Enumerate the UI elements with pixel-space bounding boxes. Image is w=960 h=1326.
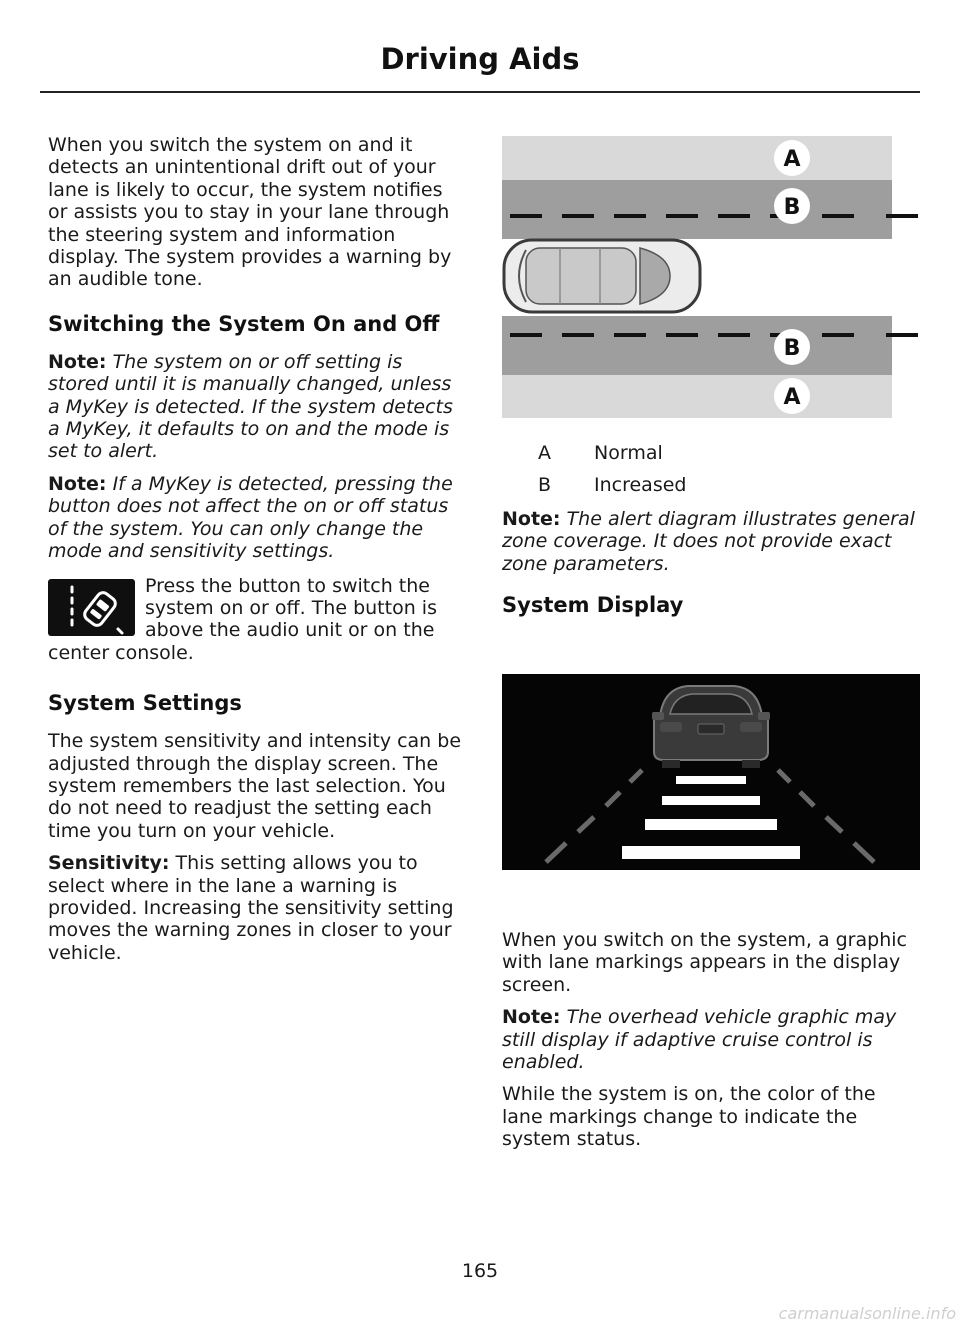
note-alert-diagram (502, 508, 917, 585)
callout-b-bottom (774, 329, 810, 365)
note-overhead-vehicle (502, 1006, 917, 1073)
lane-zone-diagram (500, 136, 920, 418)
note-mykey-button (48, 473, 463, 563)
note-label: Note: (502, 1006, 561, 1029)
display-paragraph: When you switch on the system, a graphic with lane markings appears in the display screen. (502, 929, 907, 996)
note-label: Note: (48, 350, 107, 373)
callout-a-label: A (783, 147, 801, 172)
sensitivity-label: Sensitivity: (48, 852, 170, 875)
note-text: If a MyKey is detected, pressing the button does not affect the on or off status of the system. You can only change the mode and sensitivity settings. (48, 472, 453, 563)
sensitivity-text: This setting allows you to select where in the lane a warning is provided. Increasing the sensitivity setting moves the warning zones in closer to your vehicle. (48, 852, 454, 964)
legend-label-a: Normal (594, 442, 663, 464)
switch-heading: Switching the System On and Off (48, 311, 440, 336)
zone-a-bottom (502, 375, 892, 418)
callout-a-label: A (783, 385, 801, 410)
zone-b-bottom (502, 316, 892, 375)
legend-key-a: A (538, 442, 551, 464)
callout-b-top (774, 188, 810, 224)
lane-keeping-button-icon (48, 579, 135, 636)
settings-paragraph: The system sensitivity and intensity can be adjusted through the display screen. The system remembers the last selection. You do not need to readjust the setting each time you turn on your vehicle. (48, 730, 462, 842)
note-mykey-setting (48, 351, 463, 463)
note-text: The system on or off setting is stored until it is manually changed, unless a MyKey is detected. If the system detects a MyKey, it defaults to on and the mode is set to alert. (48, 350, 453, 463)
intro-paragraph: When you switch the system on and it detects an unintentional drift out of your lane is likely to occur, the system notifies or assists you to stay in your lane through the steering system and information display. The system provides a warning by an audible tone. (48, 134, 452, 291)
settings-heading: System Settings (48, 691, 242, 716)
left-column (48, 134, 463, 974)
watermark: carmanualsonline.info (778, 1304, 956, 1323)
note-label: Note: (48, 472, 107, 495)
note-label: Note: (502, 508, 561, 530)
legend-label-b: Increased (594, 474, 687, 496)
legend-key-b: B (538, 474, 552, 496)
callout-a-bottom (774, 378, 810, 414)
button-instruction (48, 575, 463, 665)
page-number: 165 (461, 1260, 499, 1282)
display-description (502, 929, 917, 1161)
button-instruction-text: Press the button to switch the system on or off. The button is above the audio unit or on the center console. (48, 574, 437, 664)
status-paragraph: While the system is on, the color of the lane markings change to indicate the system status. (502, 1083, 876, 1151)
vehicle-rear-graphic (652, 686, 770, 768)
overhead-vehicle (504, 240, 700, 312)
header-divider (40, 91, 920, 93)
display-heading: System Display (502, 593, 684, 617)
system-display-graphic (502, 674, 920, 870)
note-text: The alert diagram illustrates general zone coverage. It does not provide exact zone parameters. (502, 508, 915, 575)
page-header-title: Driving Aids (380, 42, 580, 76)
callout-b-label: B (783, 195, 801, 220)
zone-a-top (502, 136, 892, 180)
callout-b-label: B (783, 336, 801, 361)
note-text: The overhead vehicle graphic may still display if adaptive cruise control is enabled. (502, 1006, 897, 1074)
sensitivity-paragraph (48, 852, 463, 964)
zone-b-top (502, 180, 892, 239)
callout-a-top (774, 140, 810, 176)
